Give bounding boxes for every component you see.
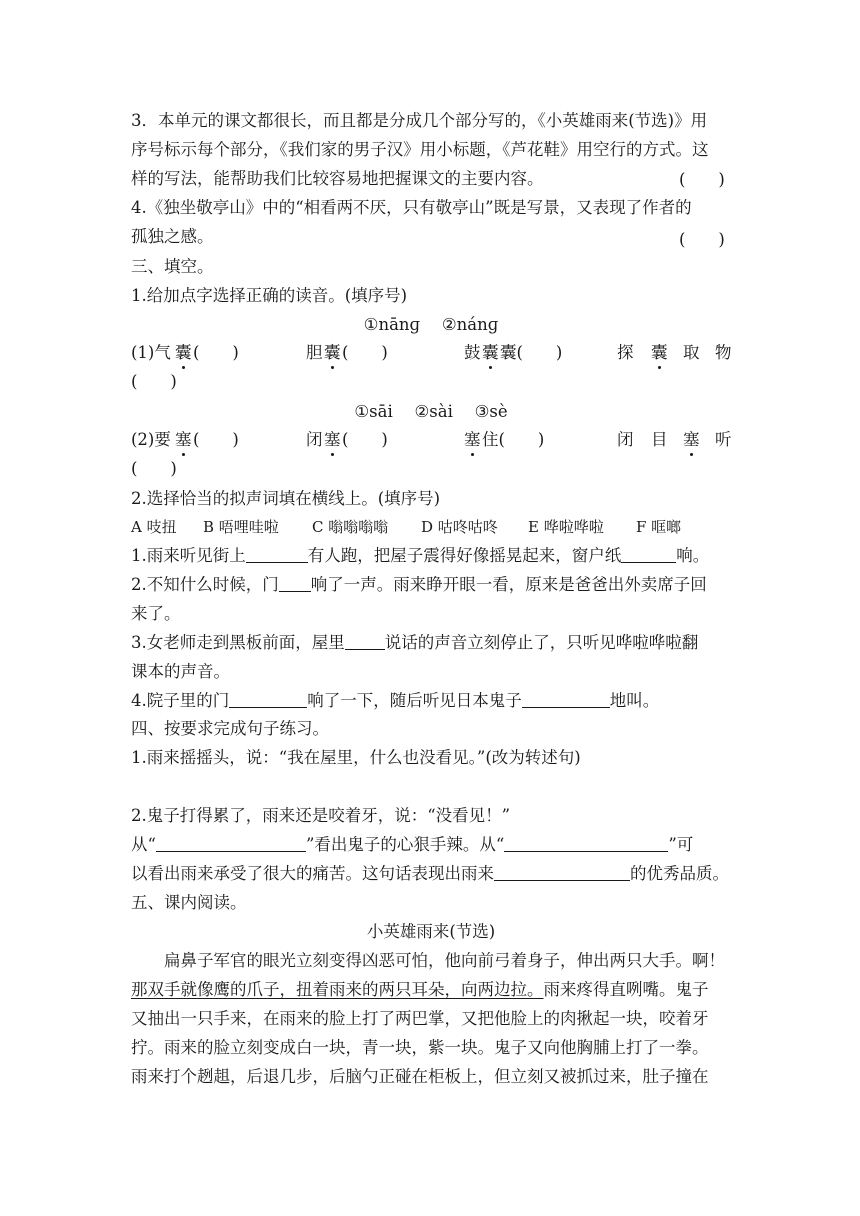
section-5-heading: 五、课内阅读。 xyxy=(131,893,247,912)
fill1-row-1-paren: ( ) xyxy=(131,372,177,391)
fill1-row-2-paren: ( ) xyxy=(131,459,177,478)
row2-item4-char: 目 xyxy=(651,430,668,449)
q4-line-2: 孤独之感。 xyxy=(131,227,214,246)
row2-item3-post: 住( ) xyxy=(482,430,545,449)
option-d: D 咕咚咕咚 xyxy=(421,518,498,536)
fill2-sentence-2: 2.不知什么时候，门 响了一声。雨来睁开眼一看，原来是爸爸出外卖席子回 xyxy=(131,575,707,594)
fill1-row-1 xyxy=(131,340,731,366)
q4-answer-paren: ( ) xyxy=(679,230,725,249)
row1-item3-post: 囊( ) xyxy=(500,343,563,362)
passage-title: 小英雄雨来(节选) xyxy=(366,922,496,941)
row1-paren: ( ) xyxy=(193,343,239,362)
option-f: F 哐啷 xyxy=(636,518,682,536)
fill2-sentence-4: 4.院子里的门 响了一下，随后听见日本鬼子 地叫。 xyxy=(131,691,660,710)
fill1-pinyin-1: ①nānɡ ②nánɡ xyxy=(363,315,499,334)
q3-line-2: 序号标示每个部分，《我们家的男子汉》用小标题，《芦花鞋》用空行的方式。这 xyxy=(131,140,709,159)
q3-line-1: 3．本单元的课文都很长，而且都是分成几个部分写的，《小英雄雨来(节选)》用 xyxy=(131,111,708,130)
option-a: A 吱扭 xyxy=(131,518,177,536)
option-e: E 哗啦哗啦 xyxy=(528,518,604,536)
sentence-1: 1.雨来摇摇头，说：“我在屋里，什么也没看见。”(改为转述句) xyxy=(131,748,581,767)
fill2-title: 2.选择恰当的拟声词填在横线上。(填序号) xyxy=(131,489,441,508)
row1-dotted-char: 囊 xyxy=(175,340,192,366)
fill1-pinyin-2: ①sāi ②sài ③sè xyxy=(354,402,508,421)
row2-dotted-char: 塞 xyxy=(464,427,481,453)
row2-dotted-char: 塞 xyxy=(324,427,341,453)
option-b: B 唔哩哇啦 xyxy=(203,518,279,536)
section-4-heading: 四、按要求完成句子练习。 xyxy=(131,719,329,738)
row2-dotted-char: 塞 xyxy=(683,427,700,453)
row1-item2-pre: 胆 xyxy=(306,343,323,362)
row1-dotted-char: 囊 xyxy=(482,340,499,366)
fill-blank[interactable] xyxy=(504,835,668,852)
fill2-sentence-1: 1.雨来听见街上 有人跑，把屋子震得好像摇晃起来，窗户纸 响。 xyxy=(131,546,710,565)
sentence-2: 2.鬼子打得累了，雨来还是咬着牙，说：“没看见！” xyxy=(131,806,511,825)
row2-item2-pre: 闭 xyxy=(306,430,323,449)
row1-paren: ( ) xyxy=(342,343,388,362)
passage-line: 拧。雨来的脸立刻变成白一块，青一块，紫一块。鬼子又向他胸脯上打了一拳。 xyxy=(131,1038,709,1057)
fill-blank[interactable] xyxy=(279,575,311,592)
passage-line: 那双手就像鹰的爪子，扭着雨来的两只耳朵，向两边拉。雨来疼得直咧嘴。鬼子 xyxy=(131,980,709,999)
fill-blank[interactable] xyxy=(494,864,630,881)
passage-line: 又抽出一只手来，在雨来的脸上打了两巴掌，又把他脸上的肉揪起一块，咬着牙 xyxy=(131,1009,709,1028)
row1-item3-pre: 鼓 xyxy=(464,343,481,362)
q3-answer-paren: ( ) xyxy=(679,170,725,189)
section-3-heading: 三、填空。 xyxy=(131,257,214,276)
fill2-sentence-3-cont: 课本的声音。 xyxy=(131,662,230,681)
passage-line: 雨来打个趔趄，后退几步，后脑勺正碰在柜板上，但立刻又被抓过来，肚子撞在 xyxy=(131,1067,709,1086)
underlined-sentence: 那双手就像鹰的爪子，扭着雨来的两只耳朵，向两边拉。 xyxy=(131,980,544,999)
row2-paren: ( ) xyxy=(193,430,239,449)
sentence-2-line-3: 以看出雨来承受了很大的痛苦。这句话表现出雨来 的优秀品质。 xyxy=(131,864,729,883)
row1-dotted-char: 囊 xyxy=(324,340,341,366)
fill2-sentence-3: 3.女老师走到黑板前面，屋里 说话的声音立刻停止了，只听见哗啦哗啦翻 xyxy=(131,633,699,652)
fill-blank[interactable] xyxy=(229,691,307,708)
fill1-row-2 xyxy=(131,427,731,453)
fill2-sentence-2-cont: 来了。 xyxy=(131,604,181,623)
fill-blank[interactable] xyxy=(246,546,308,563)
row2-item1-pre: (2)要 xyxy=(131,430,171,449)
sentence-2-line-2: 从“ ”看出鬼子的心狠手辣。从“ ”可 xyxy=(131,835,694,854)
row1-item4-char: 探 xyxy=(617,343,634,362)
row2-dotted-char: 塞 xyxy=(175,427,192,453)
row1-item4-char: 取 xyxy=(683,343,700,362)
row2-item4-char: 闭 xyxy=(617,430,634,449)
row1-dotted-char: 囊 xyxy=(651,340,668,366)
fill-blank[interactable] xyxy=(345,633,385,650)
passage-line: 扁鼻子军官的眼光立刻变得凶恶可怕，他向前弓着身子，伸出两只大手。啊！ xyxy=(131,951,725,970)
fill-blank[interactable] xyxy=(156,835,306,852)
fill-blank[interactable] xyxy=(621,546,676,563)
row2-item4-char: 听 xyxy=(715,430,732,449)
q3-line-3: 样的写法，能帮助我们比较容易地把握课文的主要内容。 xyxy=(131,169,544,188)
row1-item4-char: 物 xyxy=(715,343,732,362)
option-c: C 嗡嗡嗡嗡 xyxy=(312,518,389,536)
fill2-options xyxy=(131,514,731,540)
fill1-title: 1.给加点字选择正确的读音。(填序号) xyxy=(131,286,408,305)
fill-blank[interactable] xyxy=(522,691,610,708)
row1-item1-pre: (1)气 xyxy=(131,343,171,362)
q4-line-1: 4.《独坐敬亭山》中的“相看两不厌，只有敬亭山”既是写景，又表现了作者的 xyxy=(131,198,692,217)
row2-paren: ( ) xyxy=(342,430,388,449)
